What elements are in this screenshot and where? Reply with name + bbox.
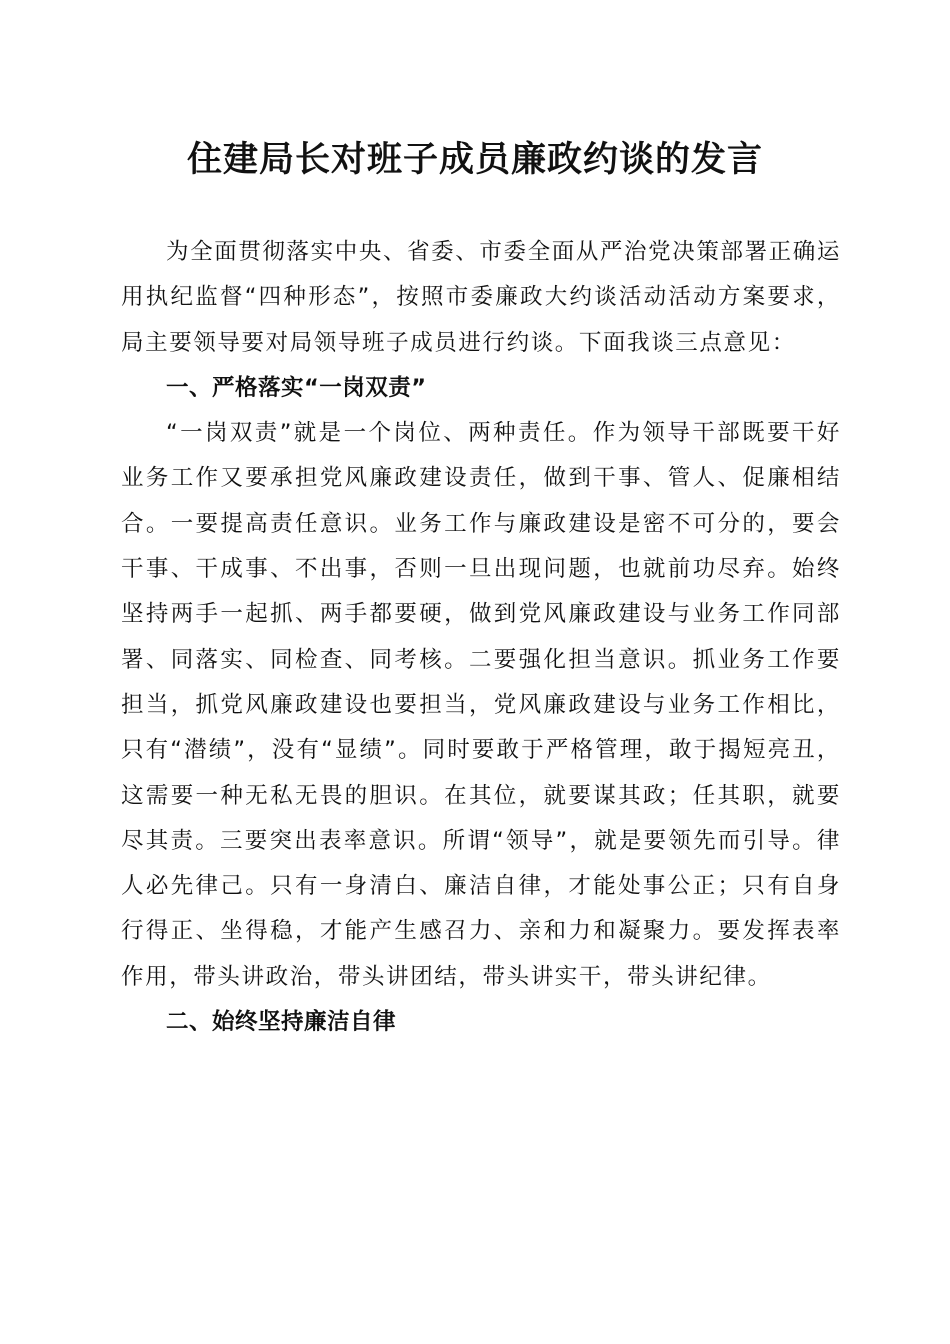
intro-paragraph: 为全面贯彻落实中央、省委、市委全面从严治党决策部署正确运用执纪监督“四种形态”，按照市委廉政大约谈活动活动方案要求，局主要领导要对局领导班子成员进行约谈。下面我谈三点意见： xyxy=(121,239,841,356)
document-body xyxy=(121,230,841,1045)
section-1-heading: 一、严格落实“一岗双责” xyxy=(166,374,427,401)
section-1-paragraph: “一岗双责”就是一个岗位、两种责任。作为领导干部既要干好业务工作又要承担党风廉政建设责任，做到干事、管人、促廉相结合。一要提高责任意识。业务工作与廉政建设是密不可分的，要会干事、干成事、不出事，否则一旦出现问题，也就前功尽弃。始终坚持两手一起抓、两手都要硬，做到党风廉政建设与业务工作同部署、同落实、同检查、同考核。二要强化担当意识。抓业务工作要担当，抓党风廉政建设也要担当，党风廉政建设与业务工作相比，只有“潜绩”，没有“显绩”。同时要敢于严格管理，敢于揭短亮丑，这需要一种无私无畏的胆识。在其位，就要谋其政；任其职，就要尽其责。三要突出表率意识。所谓“领导”，就是要领先而引导。律人必先律己。只有一身清白、廉洁自律，才能处事公正；只有自身行得正、坐得稳，才能产生感召力、亲和力和凝聚力。要发挥表率作用，带头讲政治，带头讲团结，带头讲实干，带头讲纪律。 xyxy=(121,420,841,990)
document-title: 住建局长对班子成员廉政约谈的发言 xyxy=(186,139,763,180)
section-2-heading: 二、始终坚持廉洁自律 xyxy=(166,1009,397,1036)
